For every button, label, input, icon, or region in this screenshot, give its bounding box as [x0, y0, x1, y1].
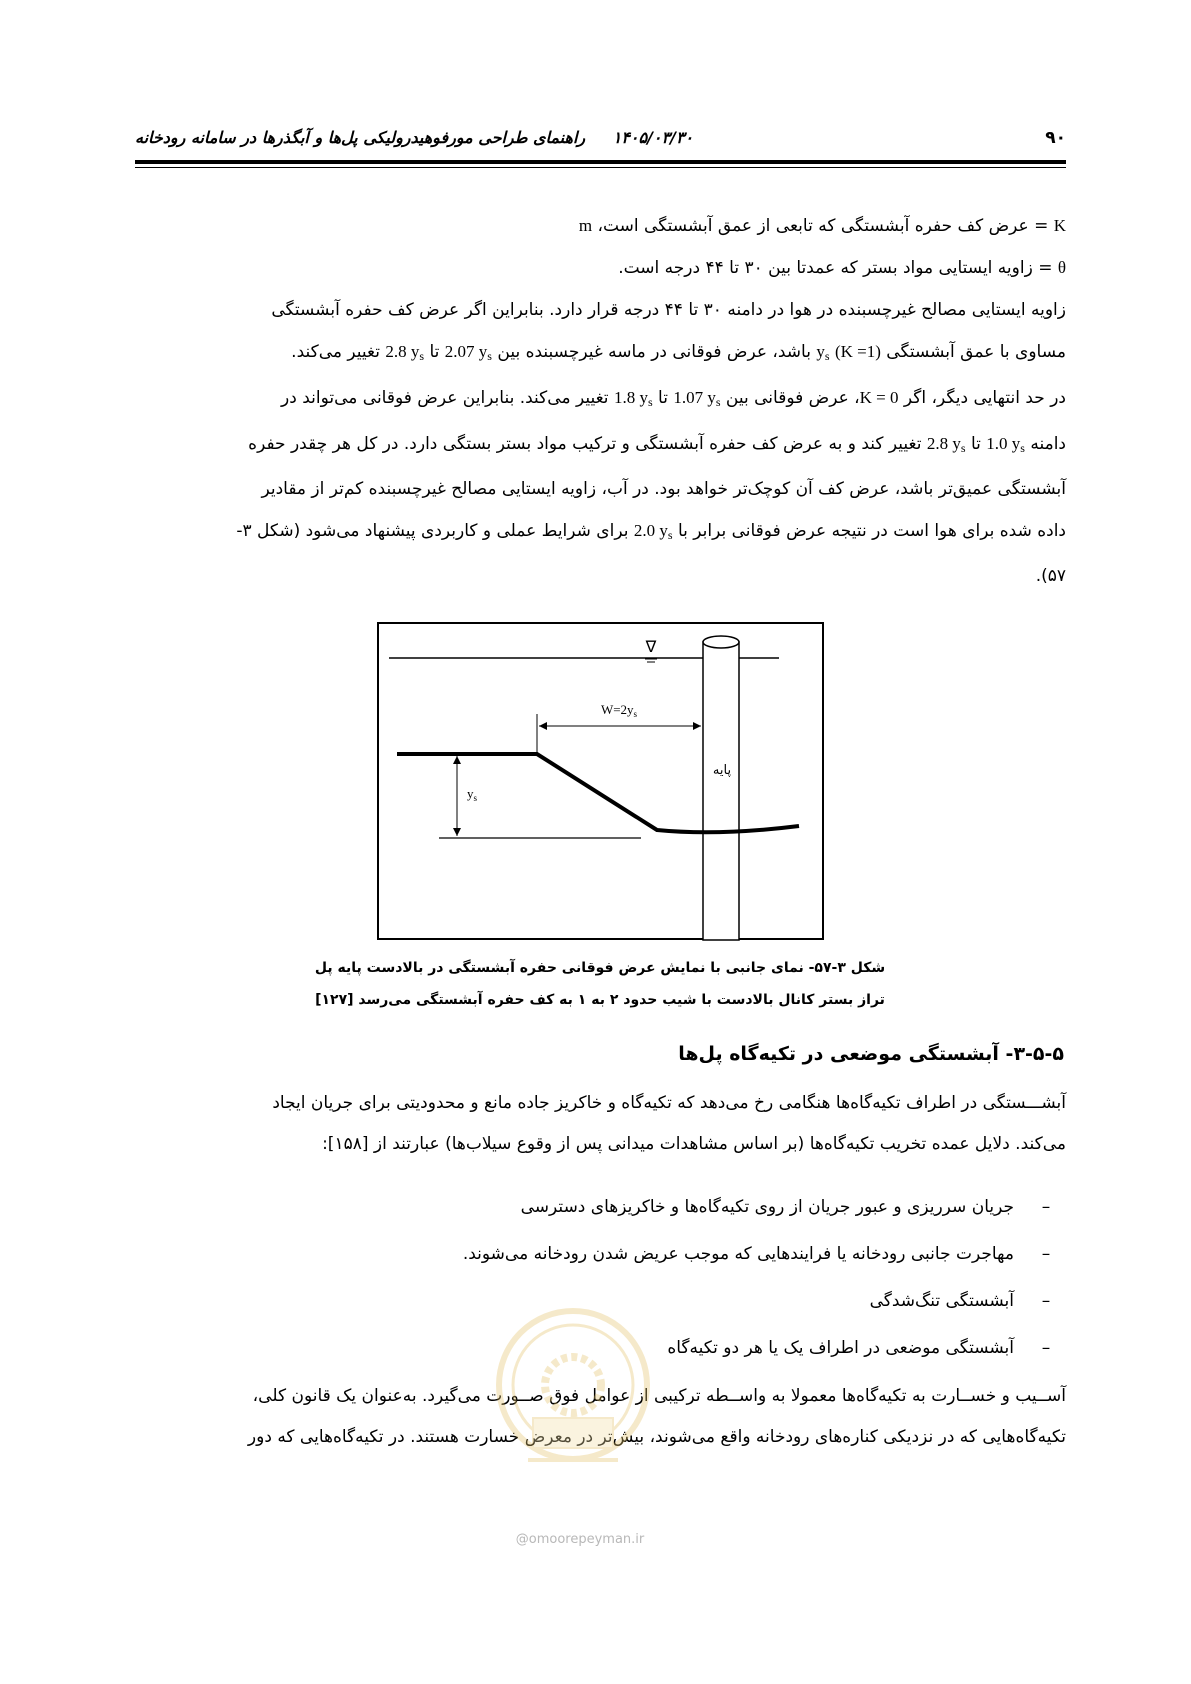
definition-k — [579, 216, 1066, 236]
text-run: تا — [970, 434, 981, 454]
header-title: راهنمای طراحی مورفوهیدرولیکی پل‌ها و آبگذرها در سامانه رودخانه — [135, 128, 586, 147]
definition-theta — [618, 258, 1066, 278]
figure-caption-line-2: تراز بستر کانال بالادست با شیب حدود ۲ به ۱ به کف حفره آبشستگی می‌رسد [۱۲۷] — [315, 992, 885, 1008]
paragraph-line: می‌کند. دلایل عمده تخریب تکیه‌گاه‌ها (بر اساس مشاهدات میدانی پس از وقوع سیلاب‌ها) عبارتند از [۱۵۸]: — [322, 1134, 1066, 1154]
value-2-8: 2.8 $y_s$ — [926, 434, 966, 455]
pier-label: پایه — [712, 763, 732, 778]
pier-top-ellipse — [703, 636, 739, 648]
paragraph-line: آبشستگی عمیق‌تر باشد، عرض کف آن کوچک‌تر خواهد بود. در آب، زاویه ایستایی مصالح غیرچسبنده کم‌تر از مقادیر — [261, 479, 1066, 499]
header-rule — [135, 160, 1066, 164]
paragraph-line: ۵۷). — [1035, 566, 1066, 586]
header-date: ۱۴۰۵/۰۳/۳۰ — [612, 128, 694, 147]
paragraph-line: آســیب و خســارت به تکیه‌گاه‌ها معمولا به واســطه ترکیبی از عوامل فوق صــورت می‌گیرد. به‌عنوان یک قانون کلی، — [252, 1386, 1066, 1406]
header-rule-thin — [135, 167, 1066, 168]
text-run: تغییر کند و به عرض کف حفره آبشستگی و ترکیب مواد بستر بستگی دارد. در کل هر چقدر حفره — [248, 434, 922, 454]
value-2-07: 2.07 $y_s$ — [444, 342, 492, 363]
paragraph-line — [140, 423, 1066, 469]
bullet-dash: – — [1041, 1338, 1051, 1358]
header-title-line — [135, 128, 693, 147]
bullet-dash: – — [1041, 1244, 1051, 1264]
k-equals-0: K = 0 — [859, 388, 899, 407]
paragraph-2 — [140, 1083, 1066, 1165]
text-run: دامنه — [1030, 434, 1066, 454]
value-1-8: 1.8 $y_s$ — [613, 388, 653, 409]
paragraph-line — [140, 510, 1066, 556]
bullet-dash: – — [1041, 1291, 1051, 1311]
ys-arrow-down — [453, 828, 461, 836]
bullet-dash: – — [1041, 1197, 1051, 1217]
w-arrow-left — [539, 722, 547, 730]
page-number: ۹۰ — [1045, 128, 1066, 148]
text-run: در حد انتهایی دیگر، اگر — [903, 388, 1066, 408]
text-run: داده شده برای هوا است در نتیجه عرض فوقانی برابر با — [677, 521, 1066, 541]
list-item-text: آبشستگی تنگ‌شدگی — [869, 1291, 1014, 1311]
definition-symbol: θ — [1057, 258, 1066, 277]
watermark-seal-icon — [488, 1300, 658, 1490]
ys-label: $y_s$ — [467, 786, 478, 803]
paragraph-line: زاویه ایستایی مصالح غیرچسبنده در هوا در دامنه ۳۰ تا ۴۴ درجه قرار دارد. بنابراین اگر عرض کف حفره آبشستگی — [271, 300, 1066, 320]
definition-text: = عرض کف حفره آبشستگی که تابعی از عمق آبشستگی است، — [597, 216, 1049, 236]
text-run: تا — [658, 388, 668, 408]
text-run: تغییر می‌کند. — [291, 342, 380, 362]
scour-diagram-svg — [379, 624, 826, 942]
list-item — [366, 1231, 1066, 1278]
paragraph-line: تکیه‌گاه‌هایی که در نزدیکی کناره‌های رودخانه واقع می‌شوند، بیش‌تر در معرض خسارت هستند. در تکیه‌گاه‌هایی که دور — [247, 1427, 1066, 1447]
list-item-text: جریان سرریزی و عبور جریان از روی تکیه‌گاه‌ها و خاکریزهای دسترسی — [520, 1197, 1014, 1217]
value-1-07: 1.07 $y_s$ — [673, 388, 721, 409]
paragraph-line — [140, 377, 1066, 423]
value-1-0: 1.0 $y_s$ — [986, 434, 1025, 455]
list-item-text: آبشستگی موضعی در اطراف یک یا هر دو تکیه‌گاه — [667, 1338, 1014, 1358]
definition-symbol: K — [1053, 216, 1066, 235]
paragraph-1 — [140, 290, 1066, 597]
text-run: تا — [429, 342, 440, 362]
text-run: مساوی با عمق آبشستگی — [886, 342, 1066, 362]
pier-body — [703, 642, 739, 940]
definition-text: = زاویه ایستایی مواد بستر که عمدتا بین ۳۰ تا ۴۴ درجه است. — [618, 258, 1053, 278]
ys-arrow-up — [453, 756, 461, 764]
figure-caption-line-1: شکل ۳-۵۷- نمای جانبی با نمایش عرض فوقانی حفره آبشستگی در بالادست پایه پل — [314, 960, 886, 976]
watermark-text: @omoorepeyman.ir — [515, 1532, 645, 1547]
text-run: ، عرض فوقانی بین — [725, 388, 860, 408]
text-run: تغییر می‌کند. بنابراین عرض فوقانی می‌تواند در — [281, 388, 609, 408]
section-heading: ۳-۵-۵- آبشستگی موضعی در تکیه‌گاه پل‌ها — [678, 1043, 1064, 1065]
list-item — [366, 1278, 1066, 1325]
value-2-8: 2.8 $y_s$ — [385, 342, 425, 363]
list-item — [366, 1184, 1066, 1231]
water-level-symbol: ∇ — [645, 637, 657, 656]
definition-unit: m — [578, 216, 593, 235]
text-run: باشد، عرض فوقانی در ماسه غیرچسبنده بین — [497, 342, 811, 362]
value-2-0: 2.0 $y_s$ — [633, 521, 673, 542]
w-label: $W=2y_s$ — [600, 702, 638, 719]
list-item-text: مهاجرت جانبی رودخانه یا فرایندهایی که موجب عریض شدن رودخانه می‌شوند. — [462, 1244, 1014, 1264]
paragraph-line — [140, 331, 1066, 377]
list-item — [366, 1325, 1066, 1372]
ys-symbol: $y_s$ — [816, 342, 830, 363]
w-arrow-right — [693, 722, 701, 730]
k-equals-1: (K =1) — [834, 342, 881, 361]
text-run: برای شرایط عملی و کاربردی پیشنهاد می‌شود (شکل ۳- — [236, 521, 629, 541]
figure-scour-hole-diagram — [377, 622, 824, 940]
paragraph-line: آبشـــستگی در اطراف تکیه‌گاه‌ها هنگامی رخ می‌دهد که تکیه‌گاه و خاکریز جاده مانع و محدودیتی برای جریان ایجاد — [272, 1093, 1066, 1113]
bullet-list — [366, 1184, 1066, 1372]
